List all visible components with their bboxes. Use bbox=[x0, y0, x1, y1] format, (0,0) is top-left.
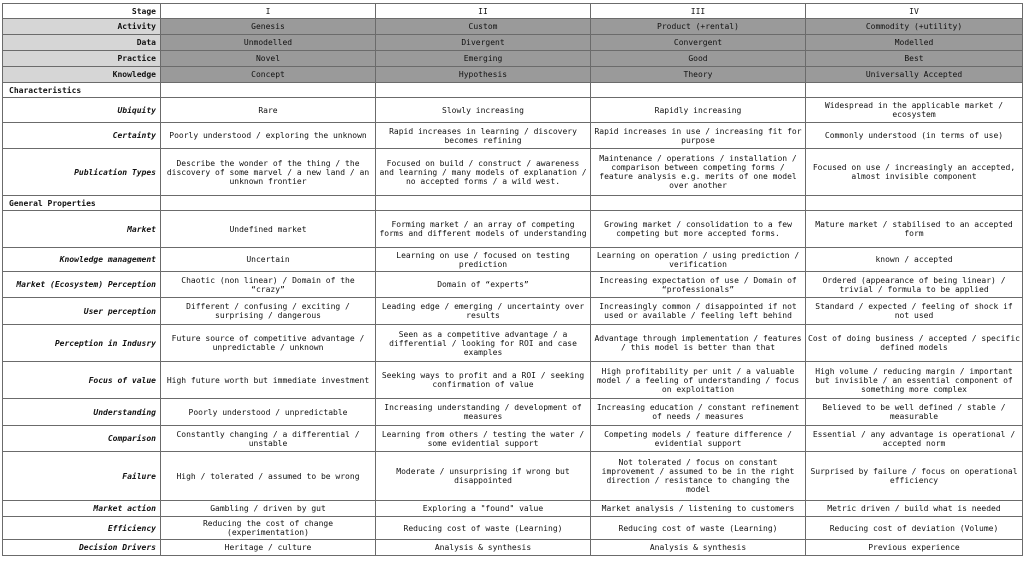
row-label: Comparison bbox=[3, 426, 161, 452]
property-cell: Essential / any advantage is operational / accepted norm bbox=[806, 426, 1023, 452]
property-cell: Ordered (appearance of being linear) / trivial / formula to be applied bbox=[806, 272, 1023, 298]
property-row bbox=[3, 540, 1023, 556]
property-cell: Constantly changing / a differential / unstable bbox=[161, 426, 376, 452]
empty-cell bbox=[161, 196, 376, 211]
classification-cell: Hypothesis bbox=[376, 67, 591, 83]
row-label: User perception bbox=[3, 298, 161, 325]
classification-row bbox=[3, 35, 1023, 51]
property-cell: Cost of doing business / accepted / specific defined models bbox=[806, 325, 1023, 362]
property-cell: Rapid increases in learning / discovery becomes refining bbox=[376, 123, 591, 149]
property-cell: Seeking ways to profit and a ROI / seeking confirmation of value bbox=[376, 362, 591, 399]
property-cell: Undefined market bbox=[161, 211, 376, 248]
property-cell: Widespread in the applicable market / ecosystem bbox=[806, 98, 1023, 123]
property-cell: High / tolerated / assumed to be wrong bbox=[161, 452, 376, 501]
classification-cell: Universally Accepted bbox=[806, 67, 1023, 83]
property-row bbox=[3, 98, 1023, 123]
property-cell: Chaotic (non linear) / Domain of the “crazy” bbox=[161, 272, 376, 298]
property-cell: Not tolerated / focus on constant improvement / assumed to be in the right direction / resistance to changing the model bbox=[591, 452, 806, 501]
property-row bbox=[3, 211, 1023, 248]
row-label: Focus of value bbox=[3, 362, 161, 399]
row-label: Activity bbox=[3, 19, 161, 35]
empty-cell bbox=[806, 83, 1023, 98]
classification-cell: Unmodelled bbox=[161, 35, 376, 51]
property-cell: Reducing cost of waste (Learning) bbox=[591, 517, 806, 540]
row-label: Decision Drivers bbox=[3, 540, 161, 556]
row-label: Failure bbox=[3, 452, 161, 501]
property-cell: Increasing expectation of use / Domain of “professionals” bbox=[591, 272, 806, 298]
empty-cell bbox=[161, 83, 376, 98]
property-cell: Reducing cost of deviation (Volume) bbox=[806, 517, 1023, 540]
classification-row bbox=[3, 19, 1023, 35]
property-cell: Analysis & synthesis bbox=[376, 540, 591, 556]
section-title: General Properties bbox=[3, 196, 161, 211]
stage-header-row bbox=[3, 4, 1023, 19]
property-cell: Rare bbox=[161, 98, 376, 123]
section-header-row bbox=[3, 83, 1023, 98]
property-cell: Rapidly increasing bbox=[591, 98, 806, 123]
property-row bbox=[3, 248, 1023, 272]
classification-cell: Genesis bbox=[161, 19, 376, 35]
row-label: Market (Ecosystem) Perception bbox=[3, 272, 161, 298]
row-label: Certainty bbox=[3, 123, 161, 149]
classification-cell: Convergent bbox=[591, 35, 806, 51]
stage-header-cell: III bbox=[591, 4, 806, 19]
evolution-table-container bbox=[2, 3, 1022, 556]
stage-header-label: Stage bbox=[3, 4, 161, 19]
property-cell: Learning on use / focused on testing prediction bbox=[376, 248, 591, 272]
row-label: Market bbox=[3, 211, 161, 248]
row-label: Efficiency bbox=[3, 517, 161, 540]
property-cell: Advantage through implementation / features / this model is better than that bbox=[591, 325, 806, 362]
row-label: Understanding bbox=[3, 399, 161, 426]
classification-cell: Product (+rental) bbox=[591, 19, 806, 35]
classification-cell: Modelled bbox=[806, 35, 1023, 51]
property-cell: Previous experience bbox=[806, 540, 1023, 556]
property-row bbox=[3, 123, 1023, 149]
property-cell: Increasingly common / disappointed if not used or available / feeling left behind bbox=[591, 298, 806, 325]
row-label: Ubiquity bbox=[3, 98, 161, 123]
property-cell: Leading edge / emerging / uncertainty over results bbox=[376, 298, 591, 325]
row-label: Perception in Indusry bbox=[3, 325, 161, 362]
property-cell: known / accepted bbox=[806, 248, 1023, 272]
property-row bbox=[3, 325, 1023, 362]
row-label: Publication Types bbox=[3, 149, 161, 196]
property-cell: Heritage / culture bbox=[161, 540, 376, 556]
classification-cell: Emerging bbox=[376, 51, 591, 67]
property-row bbox=[3, 501, 1023, 517]
property-row bbox=[3, 272, 1023, 298]
property-row bbox=[3, 517, 1023, 540]
classification-cell: Concept bbox=[161, 67, 376, 83]
classification-cell: Divergent bbox=[376, 35, 591, 51]
property-cell: Reducing the cost of change (experimentation) bbox=[161, 517, 376, 540]
property-row bbox=[3, 362, 1023, 399]
property-cell: Moderate / unsurprising if wrong but disappointed bbox=[376, 452, 591, 501]
property-row bbox=[3, 452, 1023, 501]
property-cell: Standard / expected / feeling of shock if not used bbox=[806, 298, 1023, 325]
empty-cell bbox=[591, 83, 806, 98]
property-cell: Exploring a "found" value bbox=[376, 501, 591, 517]
empty-cell bbox=[376, 83, 591, 98]
row-label: Knowledge bbox=[3, 67, 161, 83]
property-cell: Increasing education / constant refinement of needs / measures bbox=[591, 399, 806, 426]
section-title: Characteristics bbox=[3, 83, 161, 98]
evolution-stages-table bbox=[2, 3, 1023, 556]
classification-cell: Good bbox=[591, 51, 806, 67]
property-cell: Different / confusing / exciting / surprising / dangerous bbox=[161, 298, 376, 325]
classification-cell: Best bbox=[806, 51, 1023, 67]
property-cell: Forming market / an array of competing forms and different models of understanding bbox=[376, 211, 591, 248]
property-cell: Gambling / driven by gut bbox=[161, 501, 376, 517]
property-cell: Focused on build / construct / awareness and learning / many models of explanation / no accepted forms / a wild west. bbox=[376, 149, 591, 196]
classification-row bbox=[3, 51, 1023, 67]
row-label: Knowledge management bbox=[3, 248, 161, 272]
stage-header-cell: IV bbox=[806, 4, 1023, 19]
property-cell: Analysis & synthesis bbox=[591, 540, 806, 556]
property-cell: Slowly increasing bbox=[376, 98, 591, 123]
property-cell: Competing models / feature difference / evidential support bbox=[591, 426, 806, 452]
property-cell: Believed to be well defined / stable / measurable bbox=[806, 399, 1023, 426]
classification-cell: Commodity (+utility) bbox=[806, 19, 1023, 35]
empty-cell bbox=[376, 196, 591, 211]
property-cell: High profitability per unit / a valuable model / a feeling of understanding / focus on exploitation bbox=[591, 362, 806, 399]
property-cell: Surprised by failure / focus on operational efficiency bbox=[806, 452, 1023, 501]
property-cell: Commonly understood (in terms of use) bbox=[806, 123, 1023, 149]
row-label: Data bbox=[3, 35, 161, 51]
property-cell: Future source of competitive advantage / unpredictable / unknown bbox=[161, 325, 376, 362]
property-cell: Maintenance / operations / installation / comparison between competing forms / feature analysis e.g. merits of one model over another bbox=[591, 149, 806, 196]
stage-header-cell: II bbox=[376, 4, 591, 19]
property-cell: Poorly understood / unpredictable bbox=[161, 399, 376, 426]
property-row bbox=[3, 298, 1023, 325]
property-cell: Describe the wonder of the thing / the discovery of some marvel / a new land / an unknown frontier bbox=[161, 149, 376, 196]
property-cell: Domain of “experts” bbox=[376, 272, 591, 298]
classification-cell: Custom bbox=[376, 19, 591, 35]
classification-row bbox=[3, 67, 1023, 83]
property-row bbox=[3, 399, 1023, 426]
row-label: Market action bbox=[3, 501, 161, 517]
property-cell: High volume / reducing margin / important but invisible / an essential component of something more complex bbox=[806, 362, 1023, 399]
empty-cell bbox=[806, 196, 1023, 211]
property-cell: Growing market / consolidation to a few competing but more accepted forms. bbox=[591, 211, 806, 248]
property-cell: Learning on operation / using prediction / verification bbox=[591, 248, 806, 272]
property-row bbox=[3, 426, 1023, 452]
property-cell: Poorly understood / exploring the unknown bbox=[161, 123, 376, 149]
classification-cell: Novel bbox=[161, 51, 376, 67]
row-label: Practice bbox=[3, 51, 161, 67]
section-header-row bbox=[3, 196, 1023, 211]
property-cell: Mature market / stabilised to an accepted form bbox=[806, 211, 1023, 248]
property-cell: Rapid increases in use / increasing fit for purpose bbox=[591, 123, 806, 149]
property-cell: Focused on use / increasingly an accepted, almost invisible component bbox=[806, 149, 1023, 196]
table-body bbox=[3, 4, 1023, 556]
property-cell: Reducing cost of waste (Learning) bbox=[376, 517, 591, 540]
property-cell: Market analysis / listening to customers bbox=[591, 501, 806, 517]
property-cell: Increasing understanding / development of measures bbox=[376, 399, 591, 426]
property-cell: Uncertain bbox=[161, 248, 376, 272]
stage-header-cell: I bbox=[161, 4, 376, 19]
property-row bbox=[3, 149, 1023, 196]
property-cell: Learning from others / testing the water / some evidential support bbox=[376, 426, 591, 452]
property-cell: Metric driven / build what is needed bbox=[806, 501, 1023, 517]
property-cell: Seen as a competitive advantage / a differential / looking for ROI and case examples bbox=[376, 325, 591, 362]
classification-cell: Theory bbox=[591, 67, 806, 83]
property-cell: High future worth but immediate investment bbox=[161, 362, 376, 399]
empty-cell bbox=[591, 196, 806, 211]
